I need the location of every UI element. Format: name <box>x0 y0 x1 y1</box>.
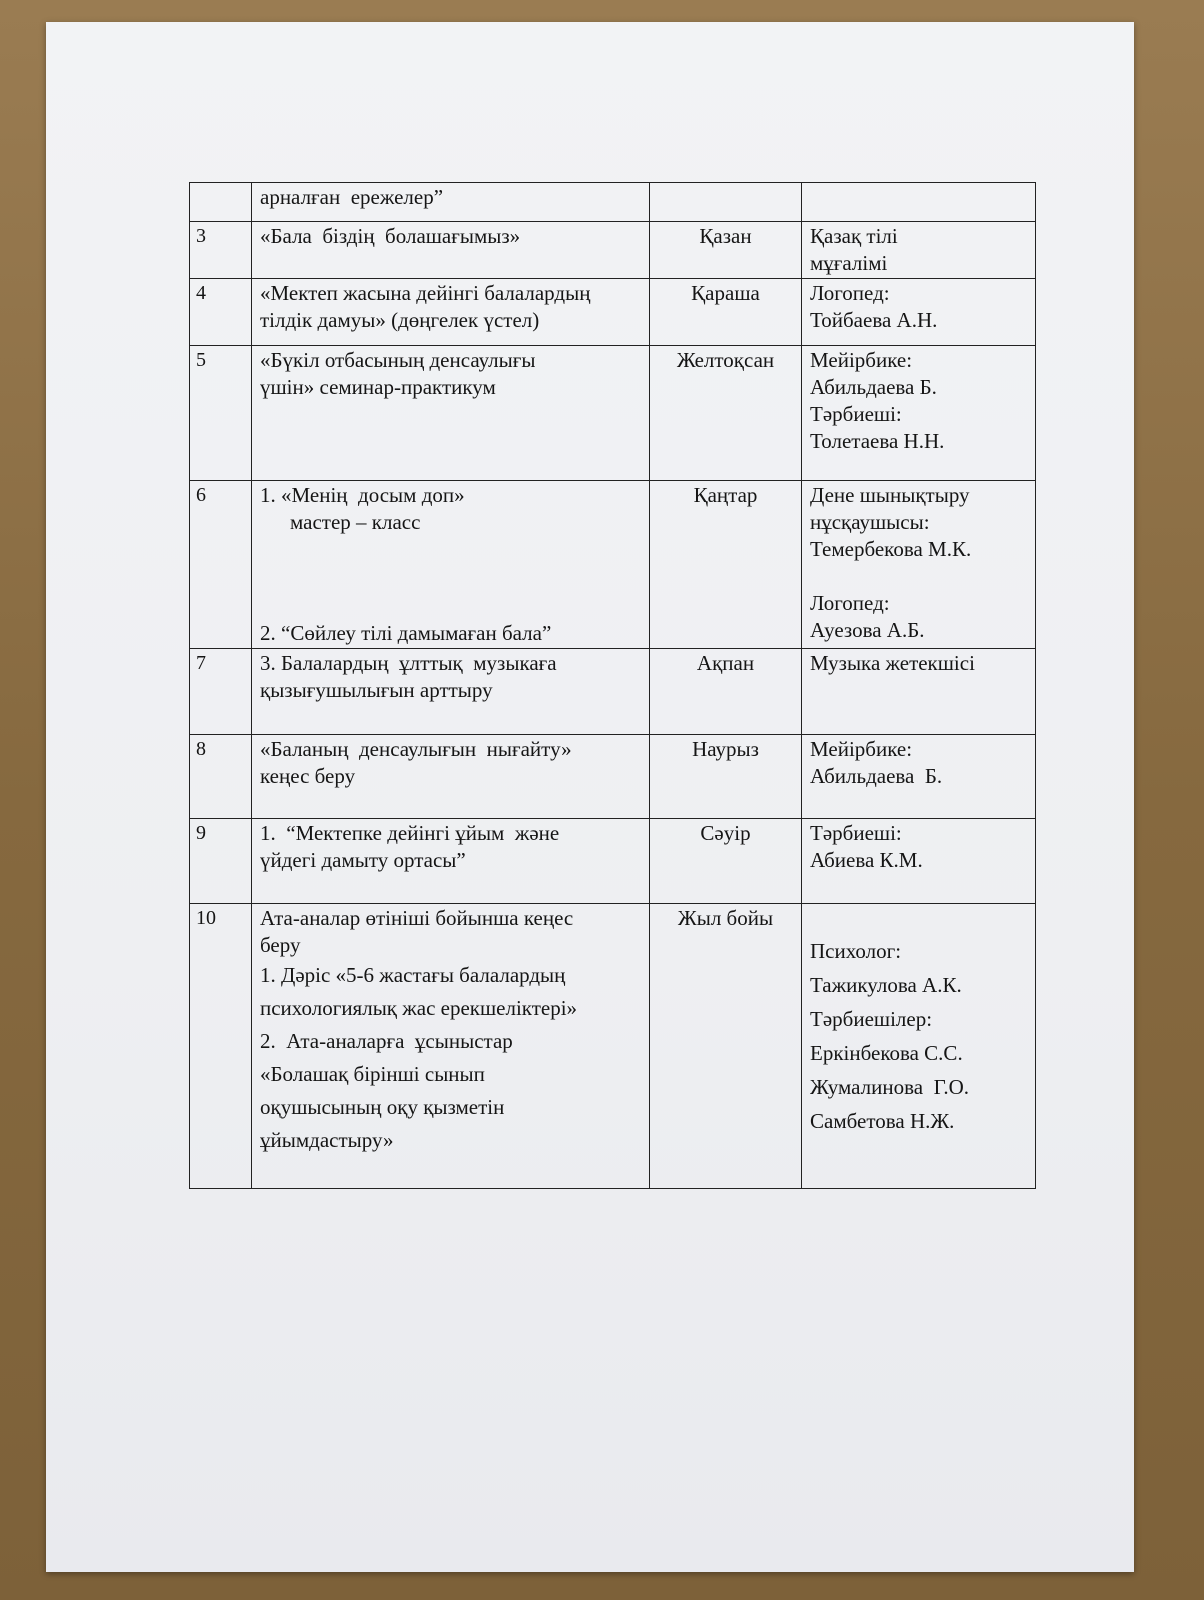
responsible-cell <box>802 183 1036 222</box>
responsible-line: Дене шынықтыру <box>810 483 970 507</box>
event-line: «Бүкіл отбасының денсаулығы <box>260 348 536 372</box>
responsible-line: Темербекова М.К. <box>810 537 972 561</box>
month-cell: Наурыз <box>650 735 802 819</box>
event-line: үшін» семинар-практикум <box>260 375 496 399</box>
event-line: мастер – класс <box>290 510 421 534</box>
responsible-cell <box>802 222 1036 279</box>
responsible-line: Логопед: <box>810 591 890 615</box>
row-number: 8 <box>190 735 252 819</box>
month-cell: Жыл бойы <box>650 904 802 1189</box>
event-line: кеңес беру <box>260 764 356 788</box>
row-number: 6 <box>190 481 252 649</box>
responsible-line: Самбетова Н.Ж. <box>810 1109 955 1133</box>
event-line: Ата-аналар өтініші бойынша кеңес <box>260 906 574 930</box>
responsible-line: Тойбаева А.Н. <box>810 308 938 332</box>
responsible-line: Логопед: <box>810 281 890 305</box>
responsible-cell <box>802 735 1036 819</box>
month-cell: Сәуір <box>650 819 802 904</box>
event-line: «Болашақ бірінші сынып <box>260 1062 485 1086</box>
responsible-line: Абильдаева Б. <box>810 375 937 399</box>
table-row <box>190 183 1036 222</box>
row-number: 7 <box>190 649 252 735</box>
table-row <box>190 481 1036 649</box>
responsible-line: Мейірбике: <box>810 348 913 372</box>
event-line: «Мектеп жасына дейінгі балалардың <box>260 281 591 305</box>
event-line: психологиялық жас ерекшеліктері» <box>260 996 578 1020</box>
row-number: 9 <box>190 819 252 904</box>
row-number: 10 <box>190 904 252 1189</box>
responsible-line: Тәрбиешілер: <box>810 1007 933 1031</box>
responsible-cell <box>802 481 1036 649</box>
table-row <box>190 904 1036 1189</box>
row-number: 4 <box>190 279 252 346</box>
responsible-line: Психолог: <box>810 939 902 963</box>
event-line: үйдегі дамыту ортасы” <box>260 848 466 872</box>
responsible-line: Толетаева Н.Н. <box>810 429 945 453</box>
table-row <box>190 222 1036 279</box>
month-cell: Қараша <box>650 279 802 346</box>
responsible-line: Жумалинова Г.О. <box>810 1075 970 1099</box>
event-line: 3. Балалардың ұлттық музыкаға <box>260 651 557 675</box>
plan-table <box>189 182 1036 1189</box>
row-number <box>190 183 252 222</box>
event-line: тілдік дамуы» (дөңгелек үстел) <box>260 308 540 332</box>
table-row <box>190 279 1036 346</box>
responsible-cell <box>802 346 1036 481</box>
paper-sheet <box>46 22 1134 1572</box>
responsible-line: нұсқаушысы: <box>810 510 930 534</box>
event-cell <box>252 183 650 222</box>
month-cell: Желтоқсан <box>650 346 802 481</box>
responsible-line: Тәрбиеші: <box>810 821 902 845</box>
event-cell <box>252 481 650 649</box>
event-line: 2. Ата-аналарға ұсыныстар <box>260 1029 513 1053</box>
event-line: 1. «Менің досым доп» <box>260 483 465 507</box>
event-cell <box>252 279 650 346</box>
responsible-line: Қазақ тілі <box>810 224 898 248</box>
table-row <box>190 346 1036 481</box>
responsible-line: Абильдаева Б. <box>810 764 943 788</box>
event-line: арналған ережелер” <box>260 185 444 209</box>
responsible-cell <box>802 819 1036 904</box>
month-cell: Қаңтар <box>650 481 802 649</box>
event-cell <box>252 904 650 1189</box>
event-line: «Баланың денсаулығын нығайту» <box>260 737 572 761</box>
event-line: 1. Дәріс «5-6 жастағы балалардың <box>260 963 566 987</box>
responsible-line: мұғалімі <box>810 251 888 275</box>
responsible-cell <box>802 279 1036 346</box>
responsible-line: Ауезова А.Б. <box>810 618 925 642</box>
table-row <box>190 649 1036 735</box>
event-line: беру <box>260 933 301 957</box>
responsible-line: Еркінбекова С.С. <box>810 1041 963 1065</box>
event-line: оқушысының оқу қызметін <box>260 1095 505 1119</box>
responsible-line: Тәрбиеші: <box>810 402 902 426</box>
responsible-cell <box>802 904 1036 1189</box>
month-cell <box>650 183 802 222</box>
event-line: қызығушылығын арттыру <box>260 678 493 702</box>
responsible-line: Музыка жетекшісі <box>810 651 975 675</box>
month-cell: Ақпан <box>650 649 802 735</box>
row-number: 3 <box>190 222 252 279</box>
event-cell <box>252 819 650 904</box>
responsible-line: Мейірбике: <box>810 737 913 761</box>
responsible-cell <box>802 649 1036 735</box>
event-line: 2. “Сөйлеу тілі дамымаған бала” <box>260 621 552 645</box>
event-cell <box>252 346 650 481</box>
month-cell: Қазан <box>650 222 802 279</box>
event-cell <box>252 649 650 735</box>
table-row <box>190 819 1036 904</box>
table-row <box>190 735 1036 819</box>
event-cell <box>252 222 650 279</box>
row-number: 5 <box>190 346 252 481</box>
event-line: ұйымдастыру» <box>260 1128 394 1152</box>
responsible-line: Абиева К.М. <box>810 848 923 872</box>
responsible-line: Тажикулова А.К. <box>810 973 962 997</box>
event-cell <box>252 735 650 819</box>
event-line: «Бала біздің болашағымыз» <box>260 224 521 248</box>
event-line: 1. “Мектепке дейінгі ұйым және <box>260 821 560 845</box>
